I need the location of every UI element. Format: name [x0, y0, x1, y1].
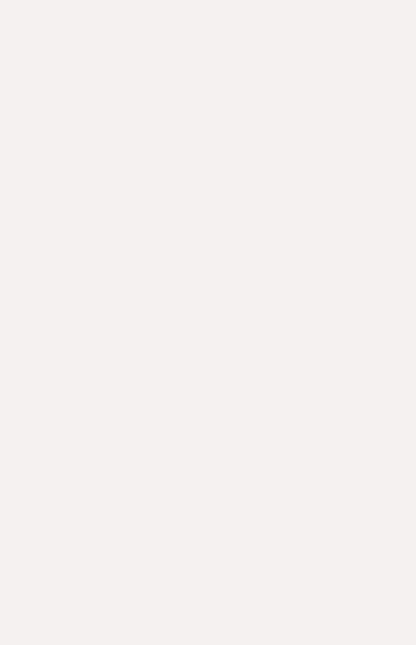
quality-code-lists [27, 67, 397, 171]
groups-list [195, 67, 395, 69]
document-body [27, 55, 397, 177]
sorts-list [27, 67, 177, 69]
